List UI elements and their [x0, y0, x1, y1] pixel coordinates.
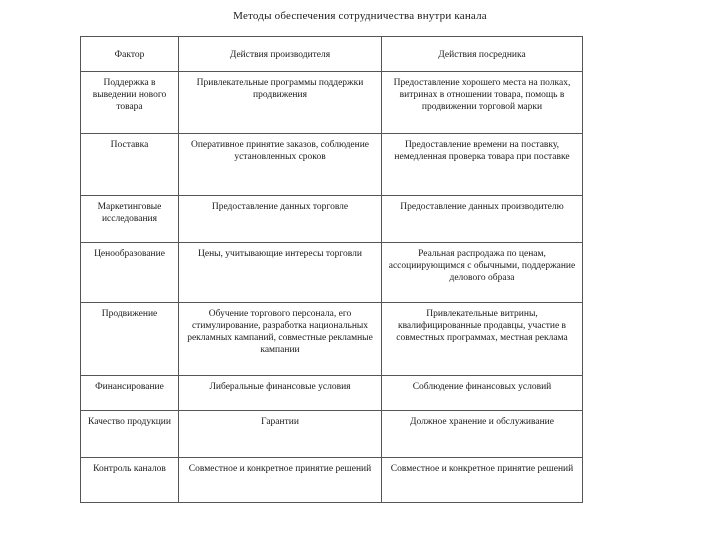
- cell-factor: Качество продукции: [81, 411, 179, 458]
- cell-intermediary: Предоставление хорошего места на полках, витринах в отношении товара, помощь в продвижении торговой марки: [382, 72, 583, 134]
- cell-factor: Маркетинговые исследования: [81, 196, 179, 243]
- cell-intermediary: Совместное и конкретное принятие решений: [382, 458, 583, 503]
- cell-factor: Поддержка в выведении нового товара: [81, 72, 179, 134]
- cell-producer: Цены, учитывающие интересы торговли: [179, 243, 382, 303]
- cell-intermediary: Привлекательные витрины, квалифицированные продавцы, участие в совместных программах, местная реклама: [382, 303, 583, 376]
- cell-factor: Поставка: [81, 134, 179, 196]
- table-row: [81, 196, 583, 243]
- table-row: [81, 376, 583, 411]
- cell-producer: Либеральные финансовые условия: [179, 376, 382, 411]
- cell-intermediary: Должное хранение и обслуживание: [382, 411, 583, 458]
- table-row: [81, 72, 583, 134]
- table-row: [81, 243, 583, 303]
- cell-intermediary: Реальная распродажа по ценам, ассоциирующимся с обычными, поддержание делового образа: [382, 243, 583, 303]
- cell-factor: Финансирование: [81, 376, 179, 411]
- cell-producer: Предоставление данных торговле: [179, 196, 382, 243]
- cell-factor: Контроль каналов: [81, 458, 179, 503]
- cooperation-table: [80, 36, 583, 503]
- cell-producer: Привлекательные программы поддержки продвижения: [179, 72, 382, 134]
- cell-factor: Продвижение: [81, 303, 179, 376]
- header-producer: Действия производителя: [179, 37, 382, 72]
- table-row: [81, 411, 583, 458]
- cell-producer: Гарантии: [179, 411, 382, 458]
- table-row: [81, 303, 583, 376]
- document-title: Методы обеспечения сотрудничества внутри канала: [233, 10, 487, 22]
- table-row: [81, 458, 583, 503]
- header-factor: Фактор: [81, 37, 179, 72]
- cell-producer: Обучение торгового персонала, его стимулирование, разработка национальных рекламных кампаний, совместные рекламные кампании: [179, 303, 382, 376]
- cell-producer: Оперативное принятие заказов, соблюдение установленных сроков: [179, 134, 382, 196]
- cell-factor: Ценообразование: [81, 243, 179, 303]
- header-intermediary: Действия посредника: [382, 37, 583, 72]
- cell-intermediary: Предоставление времени на поставку, немедленная проверка товара при поставке: [382, 134, 583, 196]
- cell-intermediary: Соблюдение финансовых условий: [382, 376, 583, 411]
- table-row: [81, 134, 583, 196]
- table-header-row: [81, 37, 583, 72]
- cell-producer: Совместное и конкретное принятие решений: [179, 458, 382, 503]
- cell-intermediary: Предоставление данных производителю: [382, 196, 583, 243]
